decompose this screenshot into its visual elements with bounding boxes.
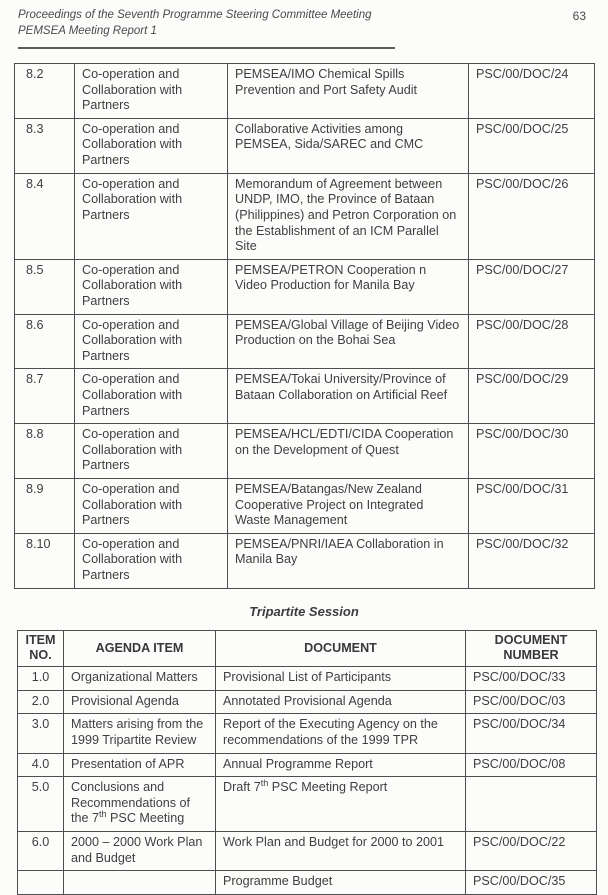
cell-item-no: 8.6 xyxy=(15,314,75,369)
tripartite-agenda-table xyxy=(17,630,597,895)
table-row xyxy=(15,314,595,369)
cell-agenda-item: Co-operation and Collaboration with Partners xyxy=(75,369,228,424)
cell-document: PEMSEA/PETRON Cooperation n Video Production for Manila Bay xyxy=(228,259,469,314)
cell-document: Annual Programme Report xyxy=(216,753,466,777)
cell-item-no: 1.0 xyxy=(18,667,64,691)
cell-item-no xyxy=(18,871,64,895)
header-document-number: DOCUMENT NUMBER xyxy=(466,630,597,666)
cell-document-number: PSC/00/DOC/30 xyxy=(469,424,595,479)
cell-agenda-item: Co-operation and Collaboration with Partners xyxy=(75,259,228,314)
cell-document-number: PSC/00/DOC/25 xyxy=(469,118,595,173)
cell-document-number: PSC/00/DOC/03 xyxy=(466,690,597,714)
page-number: 63 xyxy=(572,9,586,23)
cell-document: PEMSEA/IMO Chemical Spills Prevention and Port Safety Audit xyxy=(228,64,469,119)
header-rule xyxy=(18,47,395,49)
cell-document-number: PSC/00/DOC/26 xyxy=(469,173,595,259)
cell-document-number: PSC/00/DOC/33 xyxy=(466,667,597,691)
section-heading: Tripartite Session xyxy=(249,603,359,619)
cell-document-number: PSC/00/DOC/29 xyxy=(469,369,595,424)
cell-document-number: PSC/00/DOC/22 xyxy=(466,832,597,871)
cell-item-no: 8.8 xyxy=(15,424,75,479)
cell-agenda-item: 2000 – 2000 Work Plan and Budget xyxy=(64,832,216,871)
cell-document: Work Plan and Budget for 2000 to 2001 xyxy=(216,832,466,871)
cell-item-no: 2.0 xyxy=(18,690,64,714)
table-row xyxy=(18,667,597,691)
cell-document: PEMSEA/Batangas/New Zealand Cooperative Project on Integrated Waste Management xyxy=(228,479,469,534)
cell-document: Provisional List of Participants xyxy=(216,667,466,691)
table-row xyxy=(18,690,597,714)
cell-document: Draft 7th PSC Meeting Report xyxy=(216,777,466,832)
cell-document: PEMSEA/Tokai University/Province of Bataan Collaboration on Artificial Reef xyxy=(228,369,469,424)
documents-continuation-table xyxy=(14,63,595,589)
cell-document-number: PSC/00/DOC/34 xyxy=(466,714,597,753)
cell-document: Collaborative Activities among PEMSEA, Sida/SAREC and CMC xyxy=(228,118,469,173)
table-row xyxy=(15,259,595,314)
cell-document-number xyxy=(466,777,597,832)
cell-agenda-item: Co-operation and Collaboration with Partners xyxy=(75,424,228,479)
cell-document-number: PSC/00/DOC/28 xyxy=(469,314,595,369)
cell-document: Report of the Executing Agency on the recommendations of the 1999 TPR xyxy=(216,714,466,753)
table-row xyxy=(15,424,595,479)
cell-document: Annotated Provisional Agenda xyxy=(216,690,466,714)
cell-document-number: PSC/00/DOC/32 xyxy=(469,533,595,588)
table-row xyxy=(15,173,595,259)
cell-agenda-item: Provisional Agenda xyxy=(64,690,216,714)
cell-item-no: 8.4 xyxy=(15,173,75,259)
cell-item-no: 4.0 xyxy=(18,753,64,777)
table-row xyxy=(15,479,595,534)
table-row xyxy=(15,64,595,119)
header-title-line2: PEMSEA Meeting Report 1 xyxy=(18,24,157,37)
cell-item-no: 8.2 xyxy=(15,64,75,119)
table-row xyxy=(18,777,597,832)
cell-item-no: 8.3 xyxy=(15,118,75,173)
cell-agenda-item: Matters arising from the 1999 Tripartite Review xyxy=(64,714,216,753)
cell-item-no: 8.10 xyxy=(15,533,75,588)
cell-document: PEMSEA/Global Village of Beijing Video Production on the Bohai Sea xyxy=(228,314,469,369)
table-row xyxy=(15,533,595,588)
cell-agenda-item: Presentation of APR xyxy=(64,753,216,777)
cell-document: Memorandum of Agreement between UNDP, IMO, the Province of Bataan (Philippines) and Petron Corporation on the Establishment of an ICM Parallel Site xyxy=(228,173,469,259)
table-row xyxy=(18,871,597,895)
cell-item-no: 8.5 xyxy=(15,259,75,314)
cell-item-no: 8.7 xyxy=(15,369,75,424)
cell-item-no: 8.9 xyxy=(15,479,75,534)
cell-item-no: 3.0 xyxy=(18,714,64,753)
cell-agenda-item: Conclusions and Recommendations of the 7th PSC Meeting xyxy=(64,777,216,832)
cell-document-number: PSC/00/DOC/24 xyxy=(469,64,595,119)
cell-document-number: PSC/00/DOC/27 xyxy=(469,259,595,314)
cell-agenda-item xyxy=(64,871,216,895)
cell-document: PEMSEA/PNRI/IAEA Collaboration in Manila Bay xyxy=(228,533,469,588)
header-agenda-item: AGENDA ITEM xyxy=(64,630,216,666)
table-row xyxy=(15,118,595,173)
cell-agenda-item: Co-operation and Collaboration with Partners xyxy=(75,314,228,369)
cell-item-no: 5.0 xyxy=(18,777,64,832)
cell-agenda-item: Co-operation and Collaboration with Partners xyxy=(75,118,228,173)
cell-agenda-item: Organizational Matters xyxy=(64,667,216,691)
table-row xyxy=(18,714,597,753)
header-title-line1: Proceedings of the Seventh Programme Steering Committee Meeting xyxy=(18,9,372,21)
table-row xyxy=(15,369,595,424)
page-header xyxy=(18,8,588,39)
header-document: DOCUMENT xyxy=(216,630,466,666)
cell-document-number: PSC/00/DOC/35 xyxy=(466,871,597,895)
cell-agenda-item: Co-operation and Collaboration with Partners xyxy=(75,533,228,588)
cell-agenda-item: Co-operation and Collaboration with Partners xyxy=(75,64,228,119)
cell-agenda-item: Co-operation and Collaboration with Partners xyxy=(75,479,228,534)
table-header-row xyxy=(18,630,597,666)
table-row xyxy=(18,753,597,777)
table-row xyxy=(18,832,597,871)
cell-item-no: 6.0 xyxy=(18,832,64,871)
cell-document: PEMSEA/HCL/EDTI/CIDA Cooperation on the Development of Quest xyxy=(228,424,469,479)
cell-document-number: PSC/00/DOC/08 xyxy=(466,753,597,777)
header-item-no: ITEM NO. xyxy=(18,630,64,666)
cell-document-number: PSC/00/DOC/31 xyxy=(469,479,595,534)
cell-document: Programme Budget xyxy=(216,871,466,895)
cell-agenda-item: Co-operation and Collaboration with Partners xyxy=(75,173,228,259)
